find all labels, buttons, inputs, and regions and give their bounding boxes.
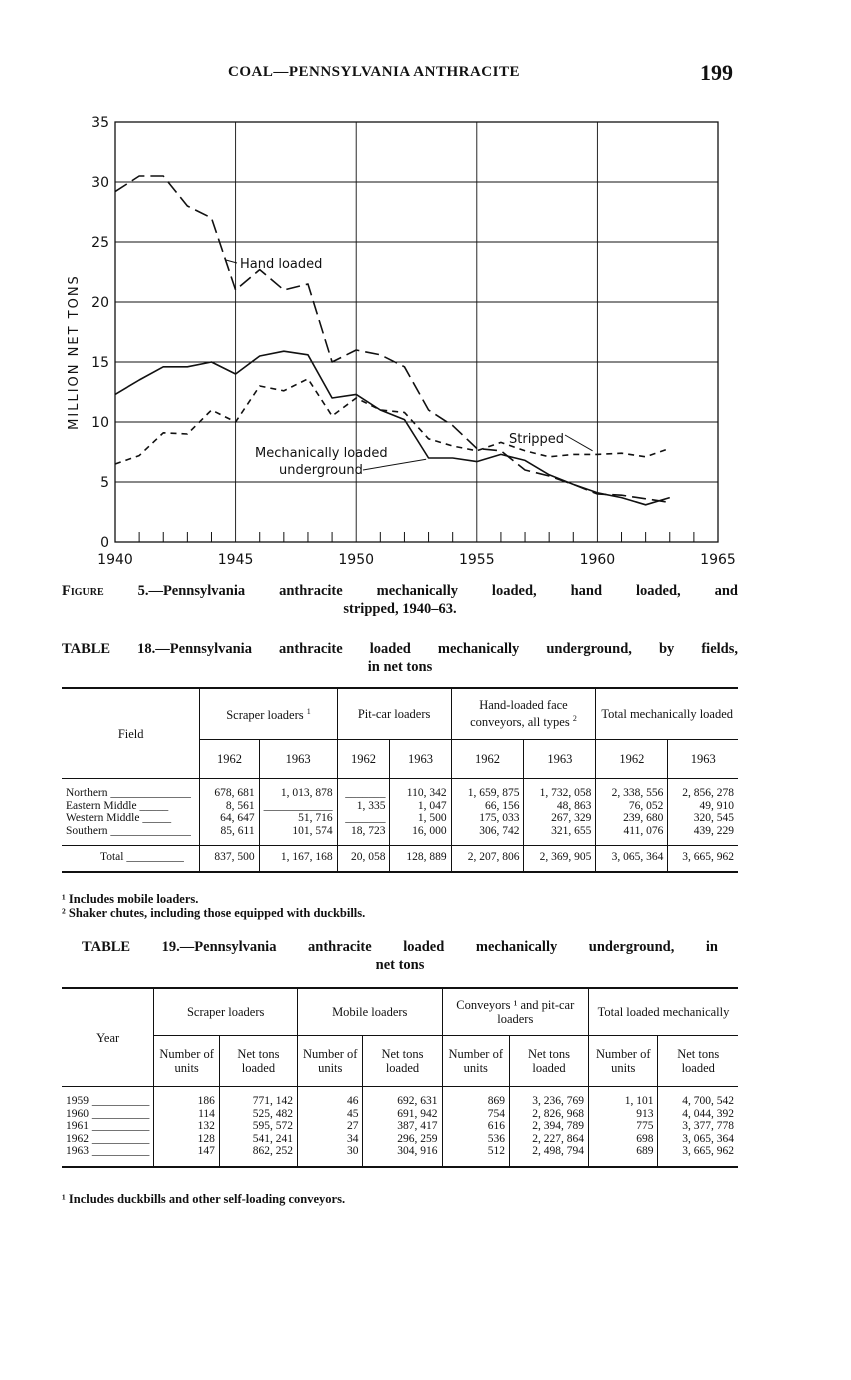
table18-total-cell: 128, 889 (390, 846, 451, 872)
table19-cell: 132 (154, 1120, 220, 1133)
series-line-2 (115, 379, 670, 464)
table18-group-header: Hand-loaded face conveyors, all types $^2$ (451, 688, 596, 740)
table19-cell: 2, 227, 864 (510, 1133, 589, 1146)
table19-cell: 3, 665, 962 (658, 1145, 738, 1167)
line-chart (0, 110, 851, 570)
y-axis-label: MILLION NET TONS (67, 274, 82, 430)
table19-subheader: Net tons loaded (363, 1036, 442, 1087)
y-tick-label: 30 (91, 175, 109, 191)
table19-cell: 147 (154, 1145, 220, 1167)
table19-row-label: 1962 __________ (66, 1132, 150, 1145)
table19-cell: 3, 377, 778 (658, 1120, 738, 1133)
table18-total-cell: 2, 207, 806 (451, 846, 524, 872)
table18-year-header: 1963 (390, 740, 451, 779)
table19-cell: 536 (442, 1133, 509, 1146)
table19-row (62, 1108, 738, 1121)
table18-cell: 51, 716 (259, 812, 337, 825)
page-number: 199 (700, 60, 733, 85)
table19-cell: 3, 236, 769 (510, 1087, 589, 1108)
table19-cell: 34 (297, 1133, 363, 1146)
table18-footnote: ² Shaker chutes, including those equipped with duckbills. (62, 906, 366, 920)
table19-cell: 304, 916 (363, 1145, 442, 1167)
table19-group-header: Conveyors ¹ and pit-car loaders (442, 988, 589, 1036)
table18-cell: 110, 342 (390, 779, 451, 800)
table18-group-header: Pit-car loaders (337, 688, 451, 740)
table19-title-line1: TABLE 19.—Pennsylvania anthracite loaded mechanically underground, in (82, 939, 718, 955)
table18-cell: 1, 500 (390, 812, 451, 825)
table19-cell: 616 (442, 1120, 509, 1133)
table18-total-cell: 3, 665, 962 (668, 846, 738, 872)
table19-cell: 30 (297, 1145, 363, 1167)
table19-cell: 862, 252 (219, 1145, 297, 1167)
table18-cell: _______ (337, 779, 390, 800)
table19-row (62, 1120, 738, 1133)
table18-cell: 85, 611 (200, 825, 259, 846)
y-tick-label: 5 (100, 475, 109, 491)
table18-cell: 101, 574 (259, 825, 337, 846)
table18-total-cell: 837, 500 (200, 846, 259, 872)
table18-cell: 175, 033 (451, 812, 524, 825)
table18-total-label: Total __________ (100, 851, 184, 863)
table19-row-label: 1961 __________ (66, 1120, 150, 1132)
figure-caption-line2: stripped, 1940–63. (343, 601, 457, 617)
table18-year-header: 1963 (259, 740, 337, 779)
table18-cell: 8, 561 (200, 800, 259, 813)
table18-footnotes (62, 892, 738, 920)
table18-group-header: Total mechanically loaded (596, 688, 738, 740)
table19-cell: 754 (442, 1108, 509, 1121)
x-tick-label: 1950 (338, 552, 375, 568)
table19-row-label: 1963 __________ (66, 1145, 150, 1157)
table18-row (62, 779, 738, 800)
table19-subheader: Net tons loaded (219, 1036, 297, 1087)
table19 (62, 987, 738, 1168)
figure-caption (62, 582, 738, 618)
table18-cell: 64, 647 (200, 812, 259, 825)
table19-cell: 27 (297, 1120, 363, 1133)
table18-cell: 239, 680 (596, 812, 668, 825)
table19-year-header: Year (96, 1030, 120, 1045)
table18-cell: 16, 000 (390, 825, 451, 846)
x-tick-label: 1945 (217, 552, 254, 568)
plot-frame (115, 122, 718, 542)
table19-cell: 186 (154, 1087, 220, 1108)
table19-row-label: 1959 __________ (66, 1095, 150, 1107)
table19-row (62, 1145, 738, 1167)
table18-total-row (62, 846, 738, 872)
table18-cell: 320, 545 (668, 812, 738, 825)
table19-cell: 114 (154, 1108, 220, 1121)
table19-cell: 525, 482 (219, 1108, 297, 1121)
table18-cell: 2, 338, 556 (596, 779, 668, 800)
table18-cell: 267, 329 (524, 812, 596, 825)
table19-cell: 869 (442, 1087, 509, 1108)
table19-row (62, 1133, 738, 1146)
table18-total-cell: 2, 369, 905 (524, 846, 596, 872)
figure-caption-line1 (62, 582, 738, 600)
x-tick-label: 1940 (97, 552, 133, 568)
table18-cell: 1, 659, 875 (451, 779, 524, 800)
table19-cell: 541, 241 (219, 1133, 297, 1146)
table18-cell: 306, 742 (451, 825, 524, 846)
table18-cell: 48, 863 (524, 800, 596, 813)
table19-cell: 512 (442, 1145, 509, 1167)
figure-label: Figure 5. (62, 583, 149, 599)
y-tick-label: 25 (91, 235, 109, 251)
table19-group-header: Scraper loaders (154, 988, 298, 1036)
y-tick-label: 15 (91, 355, 109, 371)
table18-field-header: Field (117, 726, 144, 741)
table18-title-line1: TABLE 18.—Pennsylvania anthracite loaded mechanically underground, by fields, (62, 641, 738, 657)
table18-cell: ____________ (259, 800, 337, 813)
table18-cell: 678, 681 (200, 779, 259, 800)
table18-row (62, 800, 738, 813)
table19-cell: 2, 826, 968 (510, 1108, 589, 1121)
table18-total-cell: 20, 058 (337, 846, 390, 872)
table18-cell: 76, 052 (596, 800, 668, 813)
table18-group-header: Scraper loaders $^1$ (200, 688, 337, 740)
table19-subheader: Number of units (442, 1036, 509, 1087)
table18-year-header: 1963 (668, 740, 738, 779)
table19-row-label: 1960 __________ (66, 1107, 150, 1120)
y-tick-label: 35 (91, 115, 109, 131)
table18-cell: _______ (337, 812, 390, 825)
table19-group-header: Total loaded mechanically (589, 988, 738, 1036)
annotation-stripped: Stripped (509, 432, 565, 447)
table19-title-line2: net tons (375, 957, 425, 973)
table18-row-label: Southern ______________ (66, 824, 191, 837)
table19-cell: 698 (589, 1133, 658, 1146)
table18-row-label: Western Middle _____ (66, 812, 172, 824)
running-title: COAL—PENNSYLVANIA ANTHRACITE (228, 64, 520, 80)
table19-subheader: Number of units (154, 1036, 220, 1087)
table19-group-header: Mobile loaders (297, 988, 442, 1036)
table19-cell: 771, 142 (219, 1087, 297, 1108)
table19-cell: 913 (589, 1108, 658, 1121)
table19-footnote: ¹ Includes duckbills and other self-loading conveyors. (62, 1192, 346, 1206)
table18-cell: 49, 910 (668, 800, 738, 813)
table18-cell: 1, 335 (337, 800, 390, 813)
table18-year-header: 1962 (596, 740, 668, 779)
x-tick-label: 1955 (458, 552, 495, 568)
table19-cell: 46 (297, 1087, 363, 1108)
table18-cell: 1, 732, 058 (524, 779, 596, 800)
table18-footnote: ¹ Includes mobile loaders. (62, 892, 199, 906)
table18-cell: 439, 229 (668, 825, 738, 846)
y-tick-label: 20 (91, 295, 109, 311)
table18-cell: 1, 047 (390, 800, 451, 813)
table19-cell: 4, 044, 392 (658, 1108, 738, 1121)
table19-cell: 595, 572 (219, 1120, 297, 1133)
table18-year-header: 1962 (200, 740, 259, 779)
table19-subheader: Net tons loaded (510, 1036, 589, 1087)
table18-cell: 66, 156 (451, 800, 524, 813)
running-head (0, 62, 851, 88)
table18-total-cell: 3, 065, 364 (596, 846, 668, 872)
table18-row (62, 812, 738, 825)
table18-year-header: 1962 (337, 740, 390, 779)
table19-cell: 1, 101 (589, 1087, 658, 1108)
table19-cell: 775 (589, 1120, 658, 1133)
table18 (62, 687, 738, 873)
table19-cell: 45 (297, 1108, 363, 1121)
table18-cell: 321, 655 (524, 825, 596, 846)
annotation-mech-line1: Mechanically loaded (255, 446, 388, 461)
table19-cell: 689 (589, 1145, 658, 1167)
annotation-hand-loaded: Hand loaded (240, 257, 323, 272)
annotation-mech-line2: underground (279, 463, 363, 478)
table18-title-line2: in net tons (367, 659, 433, 675)
table18-row-label: Eastern Middle _____ (66, 799, 169, 812)
table19-title (82, 938, 718, 974)
table19-cell: 296, 259 (363, 1133, 442, 1146)
y-tick-label: 0 (100, 535, 109, 551)
table19-cell: 2, 394, 789 (510, 1120, 589, 1133)
table18-cell: 2, 856, 278 (668, 779, 738, 800)
table18-year-header: 1963 (524, 740, 596, 779)
table19-subheader: Number of units (589, 1036, 658, 1087)
table18-cell: 411, 076 (596, 825, 668, 846)
annotation-stripped-arrow (565, 435, 593, 451)
table19-cell: 4, 700, 542 (658, 1087, 738, 1108)
table18-cell: 1, 013, 878 (259, 779, 337, 800)
table19-cell: 2, 498, 794 (510, 1145, 589, 1167)
table19-cell: 3, 065, 364 (658, 1133, 738, 1146)
x-tick-label: 1965 (700, 552, 736, 568)
table19-cell: 387, 417 (363, 1120, 442, 1133)
table19-row (62, 1087, 738, 1108)
series-line-0 (115, 176, 670, 502)
table19-subheader: Number of units (297, 1036, 363, 1087)
x-tick-label: 1960 (579, 552, 616, 568)
table18-cell: 18, 723 (337, 825, 390, 846)
table18-row-label: Northern ______________ (66, 787, 191, 799)
table19-subheader: Net tons loaded (658, 1036, 738, 1087)
figure-caption-text1: —Pennsylvania anthracite mechanically loaded, hand loaded, and (148, 583, 738, 599)
table19-cell: 692, 631 (363, 1087, 442, 1108)
table18-year-header: 1962 (451, 740, 524, 779)
table18-title (62, 640, 738, 676)
table18-row (62, 825, 738, 846)
table19-cell: 691, 942 (363, 1108, 442, 1121)
table19-cell: 128 (154, 1133, 220, 1146)
table18-total-cell: 1, 167, 168 (259, 846, 337, 872)
y-tick-label: 10 (91, 415, 109, 431)
table19-footnotes (62, 1192, 738, 1206)
